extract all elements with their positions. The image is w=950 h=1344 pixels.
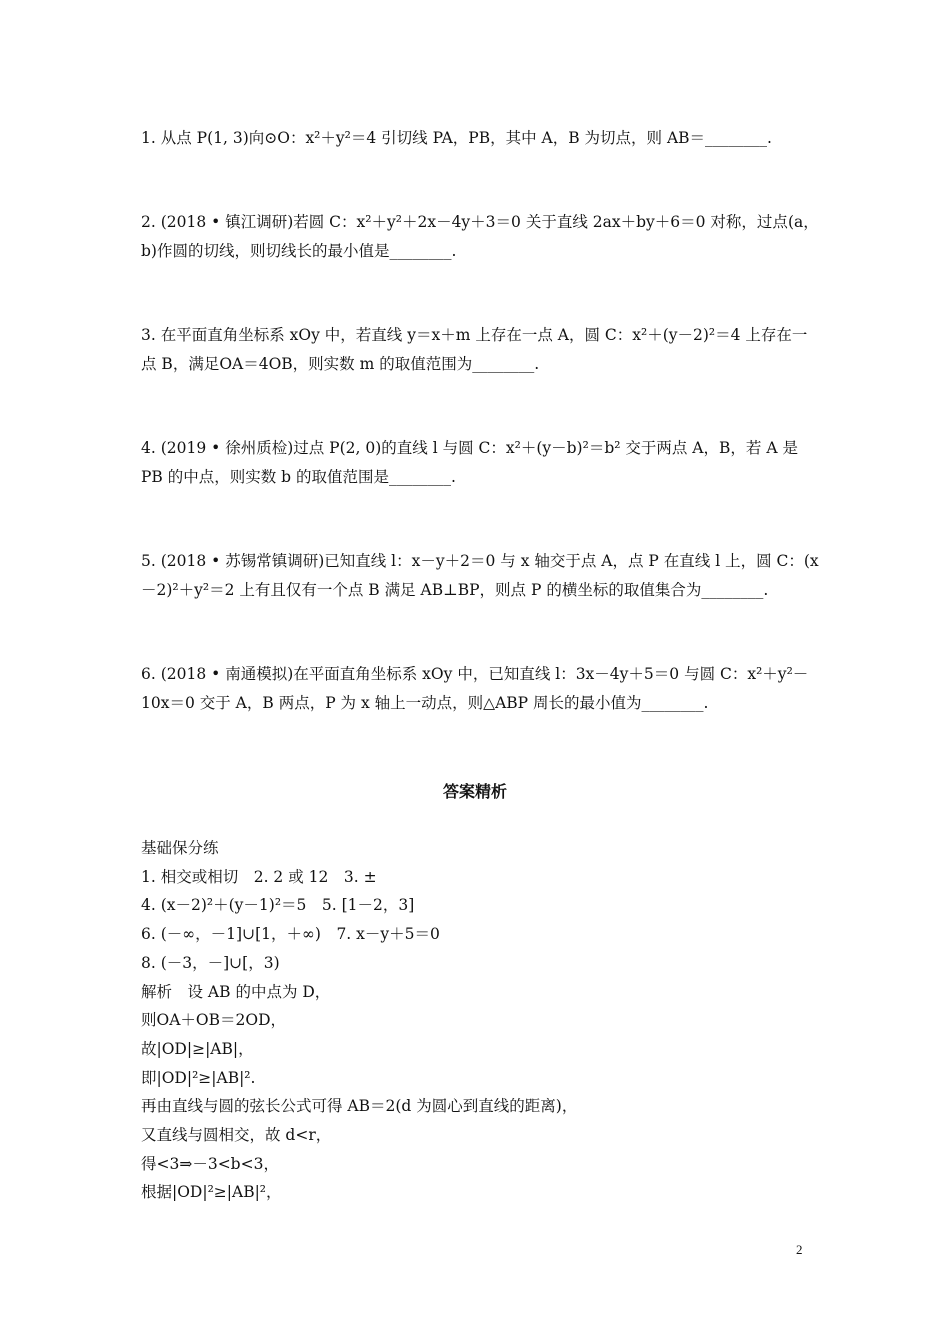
page-number: 2 [796,1242,803,1257]
answer-line: 再由直线与圆的弦长公式可得 AB＝2(d 为圆心到直线的距离)， [141,1097,578,1116]
answer-line: 又直线与圆相交，故 d<r， [141,1126,332,1145]
answer-line: 得<3⇒－3<b<3， [141,1154,279,1173]
answers-heading: 答案精析 [442,782,507,801]
answer-line: 即|OD|²≥|AB|². [141,1068,256,1087]
answer-line: 1. 相交或相切 2. 2 或 12 3. ± [141,867,377,886]
answer-line: 故|OD|≥|AB|， [141,1039,254,1058]
problem-5: 5. (2018 • 苏锡常镇调研)已知直线 l：x－y＋2＝0 与 x 轴交于点 A，点 P 在直线 l 上，圆 C：(x－2)²＋y²＝2 上有且仅有一个点 B 满足 AB⊥BP，则点 P 的横坐标的取值集合为________. [141,552,819,599]
answer-line: 则OA＋OB＝2OD， [141,1011,286,1030]
answer-line: 6. (－∞，－1]∪[1，＋∞) 7. x－y＋5＝0 [141,925,440,944]
answer-line: 4. (x－2)²＋(y－1)²＝5 5. [1－2，3] [141,896,415,915]
problem-2: 2. (2018 • 镇江调研)若圆 C：x²＋y²＋2x－4y＋3＝0 关于直线 2ax＋by＋6＝0 对称，过点(a，b)作圆的切线，则切线长的最小值是________. [141,213,819,260]
problem-1: 1. 从点 P(1, 3)向⊙O：x²＋y²＝4 引切线 PA，PB，其中 A，B 为切点，则 AB＝________. [141,129,772,147]
problem-list [141,124,821,773]
answer-section [141,834,821,1207]
problem-4: 4. (2019 • 徐州质检)过点 P(2, 0)的直线 l 与圆 C：x²＋(y－b)²＝b² 交于两点 A，B，若 A 是 PB 的中点，则实数 b 的取值范围是________. [141,439,798,486]
answer-line: 基础保分练 [141,839,219,857]
problem-6: 6. (2018 • 南通模拟)在平面直角坐标系 xOy 中，已知直线 l：3x－4y＋5＝0 与圆 C：x²＋y²－10x＝0 交于 A，B 两点，P 为 x 轴上一动点，则△ABP 周长的最小值为________. [141,665,809,712]
answer-line: 解析 设 AB 的中点为 D， [141,982,331,1001]
answer-line: 8. (－3，－]∪[，3) [141,953,280,972]
problem-3: 3. 在平面直角坐标系 xOy 中，若直线 y＝x＋m 上存在一点 A，圆 C：x²＋(y－2)²＝4 上存在一点 B，满足OA＝4OB，则实数 m 的取值范围为________. [141,326,808,373]
answer-line: 根据|OD|²≥|AB|²， [141,1183,282,1202]
